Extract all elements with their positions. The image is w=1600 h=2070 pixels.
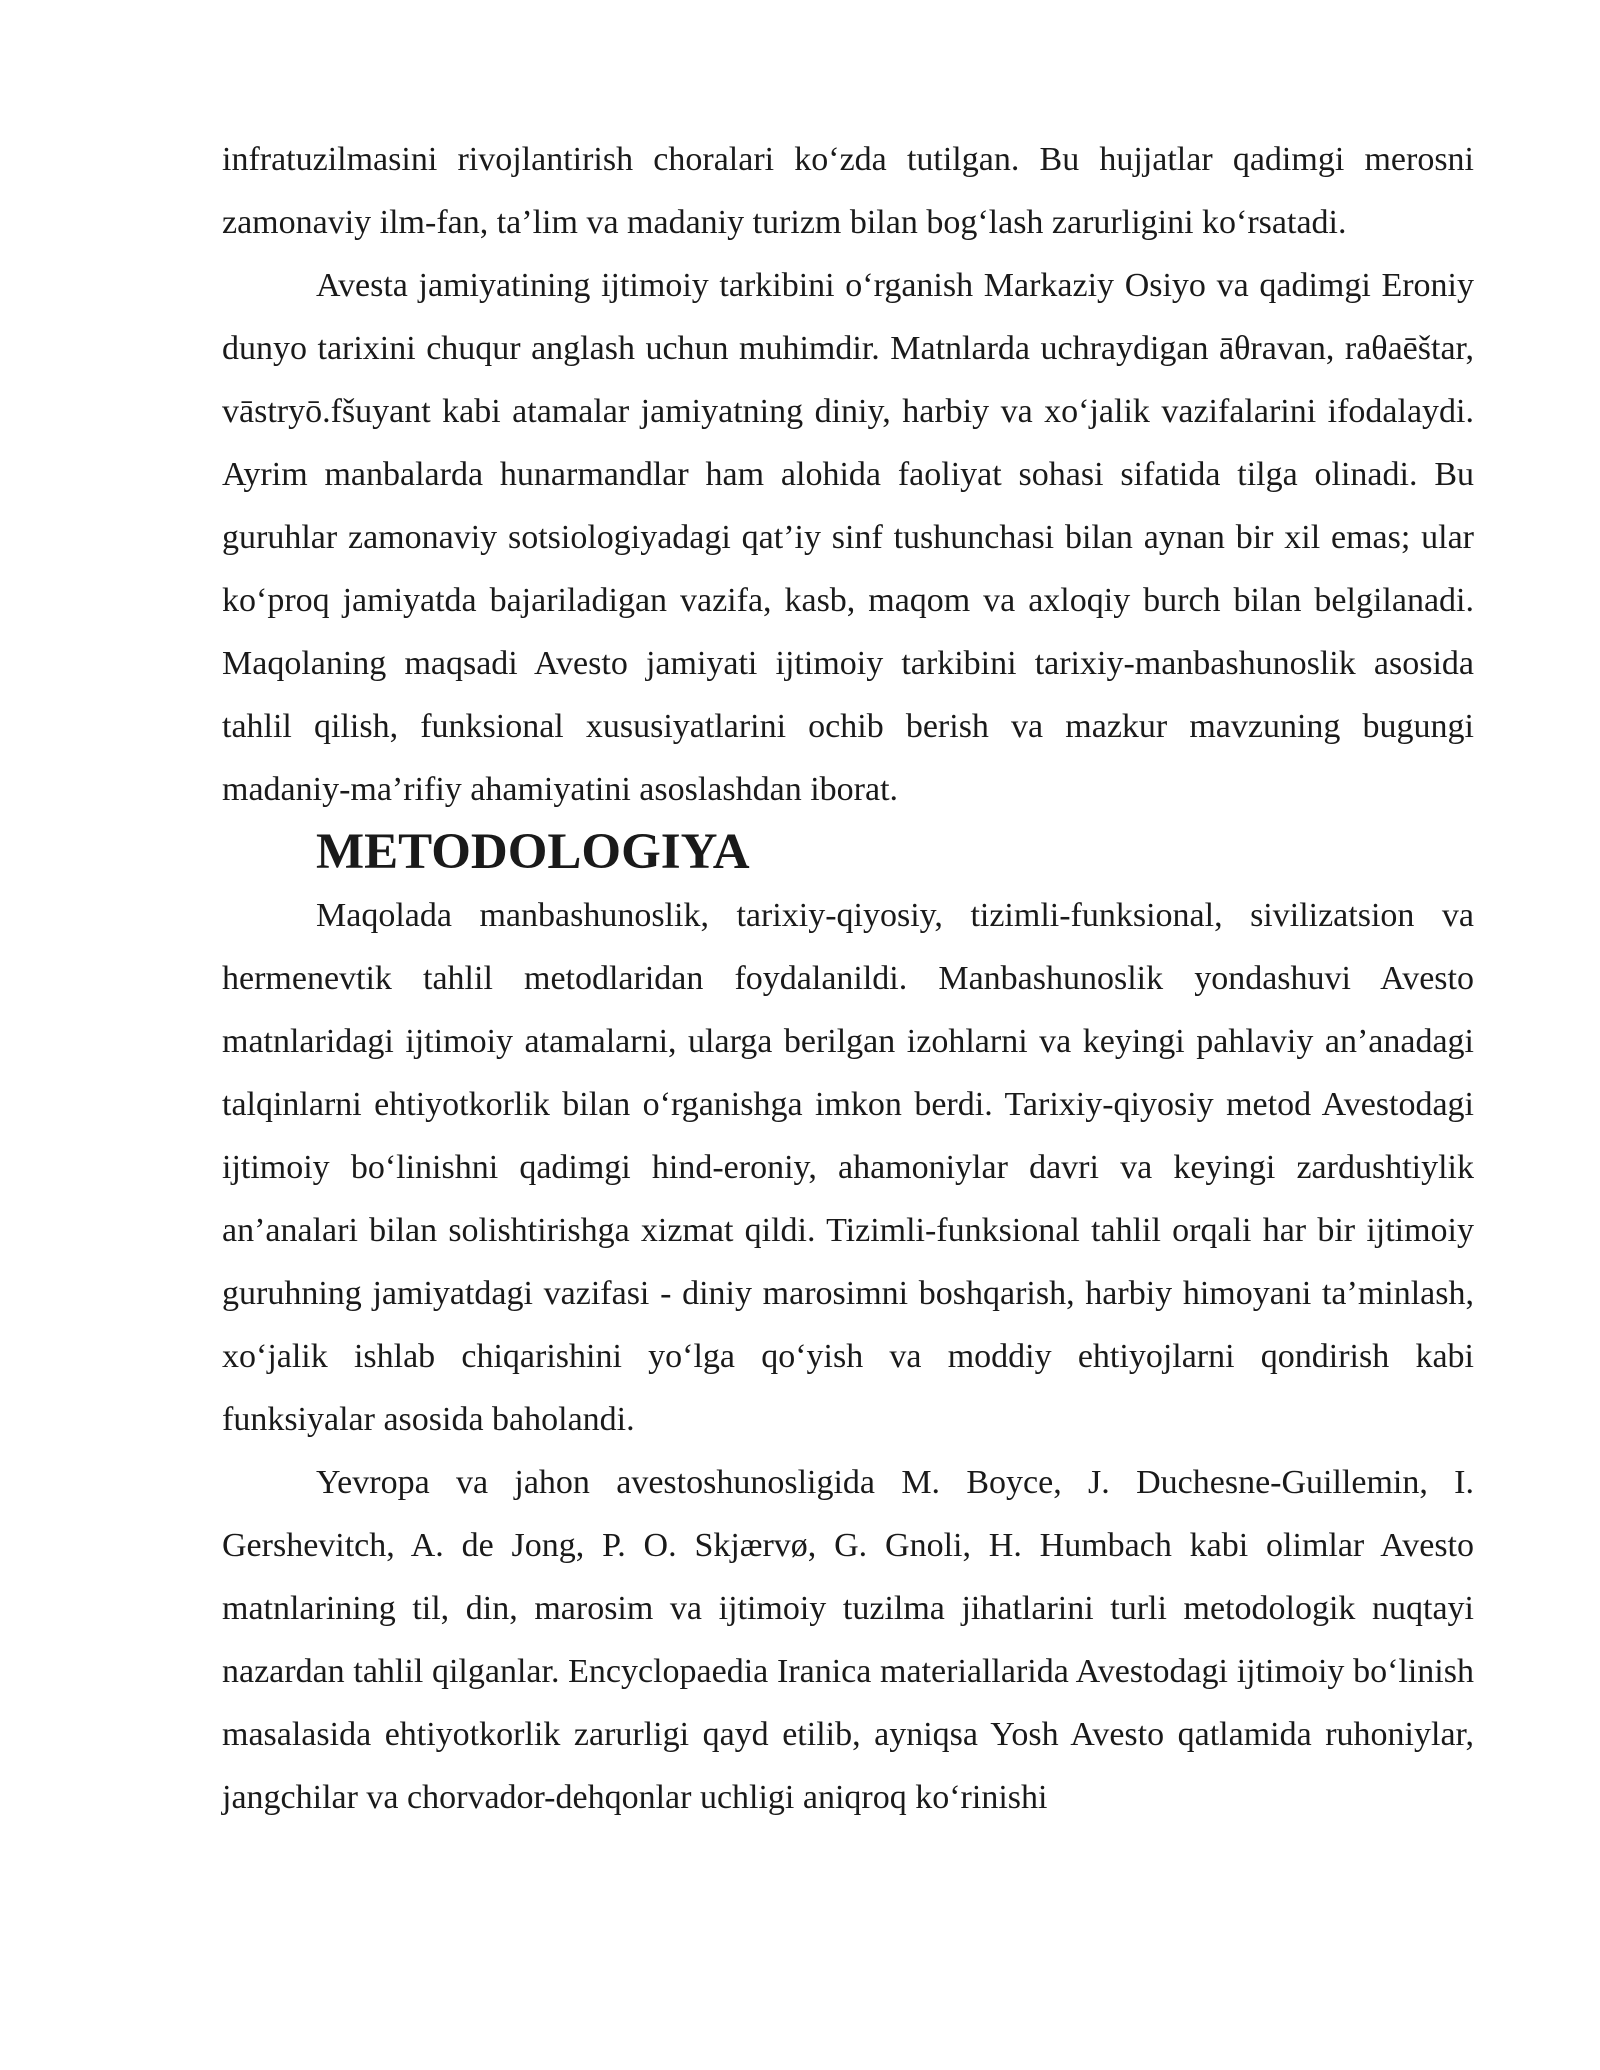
paragraph-methods: Maqolada manbashunoslik, tarixiy-qiyosiy, tizimli-funksional, sivilizatsion va hermenevtik tahlil metodlaridan foydalanildi. Manbashunoslik yondashuvi Avesto matnlaridagi ijtimoiy atamalarni, ularga berilgan izohlarni va keyingi pahlaviy an’anadagi talqinlarni ehtiyotkorlik bilan o‘rganishga imkon berdi. Tarixiy-qiyosiy metod Avestodagi ijtimoiy bo‘linishni qadimgi hind-eroniy, ahamoniylar davri va keyingi zardushtiylik an’analari bilan solishtirishga xizmat qildi. Tizimli-funksional tahlil orqali har bir ijtimoiy guruhning jamiyatdagi vazifasi - diniy marosimni boshqarish, harbiy himoyani ta’minlash, xo‘jalik ishlab chiqarishini yo‘lga qo‘yish va moddiy ehtiyojlarni qondirish kabi funksiyalar asosida baholandi. [222,897,1474,1438]
paragraph-scholarship: Yevropa va jahon avestoshunosligida M. Boyce, J. Duchesne-Guillemin, I. Gershevitch, A. de Jong, P. O. Skjærvø, G. Gnoli, H. Humbach kabi olimlar Avesto matnlarining til, din, marosim va ijtimoiy tuzilma jihatlarini turli metodologik nuqtayi nazardan tahlil qilganlar. Encyclopaedia Iranica materiallarida Avestodagi ijtimoiy bo‘linish masalasida ehtiyotkorlik zarurligi qayd etilib, ayniqsa Yosh Avesto qatlamida ruhoniylar, jangchilar va chorvador-dehqonlar uchligi aniqroq ko‘rinishi [222,1464,1474,1816]
paragraph-avesta-society: Avesta jamiyatining ijtimoiy tarkibini o‘rganish Markaziy Osiyo va qadimgi Eroniy dunyo tarixini chuqur anglash uchun muhimdir. Matnlarda uchraydigan āθravan, raθaēštar, vāstryō.fšuyant kabi atamalar jamiyatning diniy, harbiy va xo‘jalik vazifalarini ifodalaydi. Ayrim manbalarda hunarmandlar ham alohida faoliyat sohasi sifatida tilga olinadi. Bu guruhlar zamonaviy sotsiologiyadagi qat’iy sinf tushunchasi bilan aynan bir xil emas; ular ko‘proq jamiyatda bajariladigan vazifa, kasb, maqom va axloqiy burch bilan belgilanadi. Maqolaning maqsadi Avesto jamiyati ijtimoiy tarkibini tarixiy-manbashunoslik asosida tahlil qilish, funksional xususiyatlarini ochib berish va mazkur mavzuning bugungi madaniy-ma’rifiy ahamiyatini asoslashdan iborat. [222,267,1474,808]
section-heading-methodology: METODOLOGIYA [316,824,750,880]
document-page [222,128,1474,1829]
paragraph-intro-continuation: infratuzilmasini rivojlantirish choralari ko‘zda tutilgan. Bu hujjatlar qadimgi merosni zamonaviy ilm-fan, ta’lim va madaniy turizm bilan bog‘lash zarurligini ko‘rsatadi. [222,141,1474,241]
